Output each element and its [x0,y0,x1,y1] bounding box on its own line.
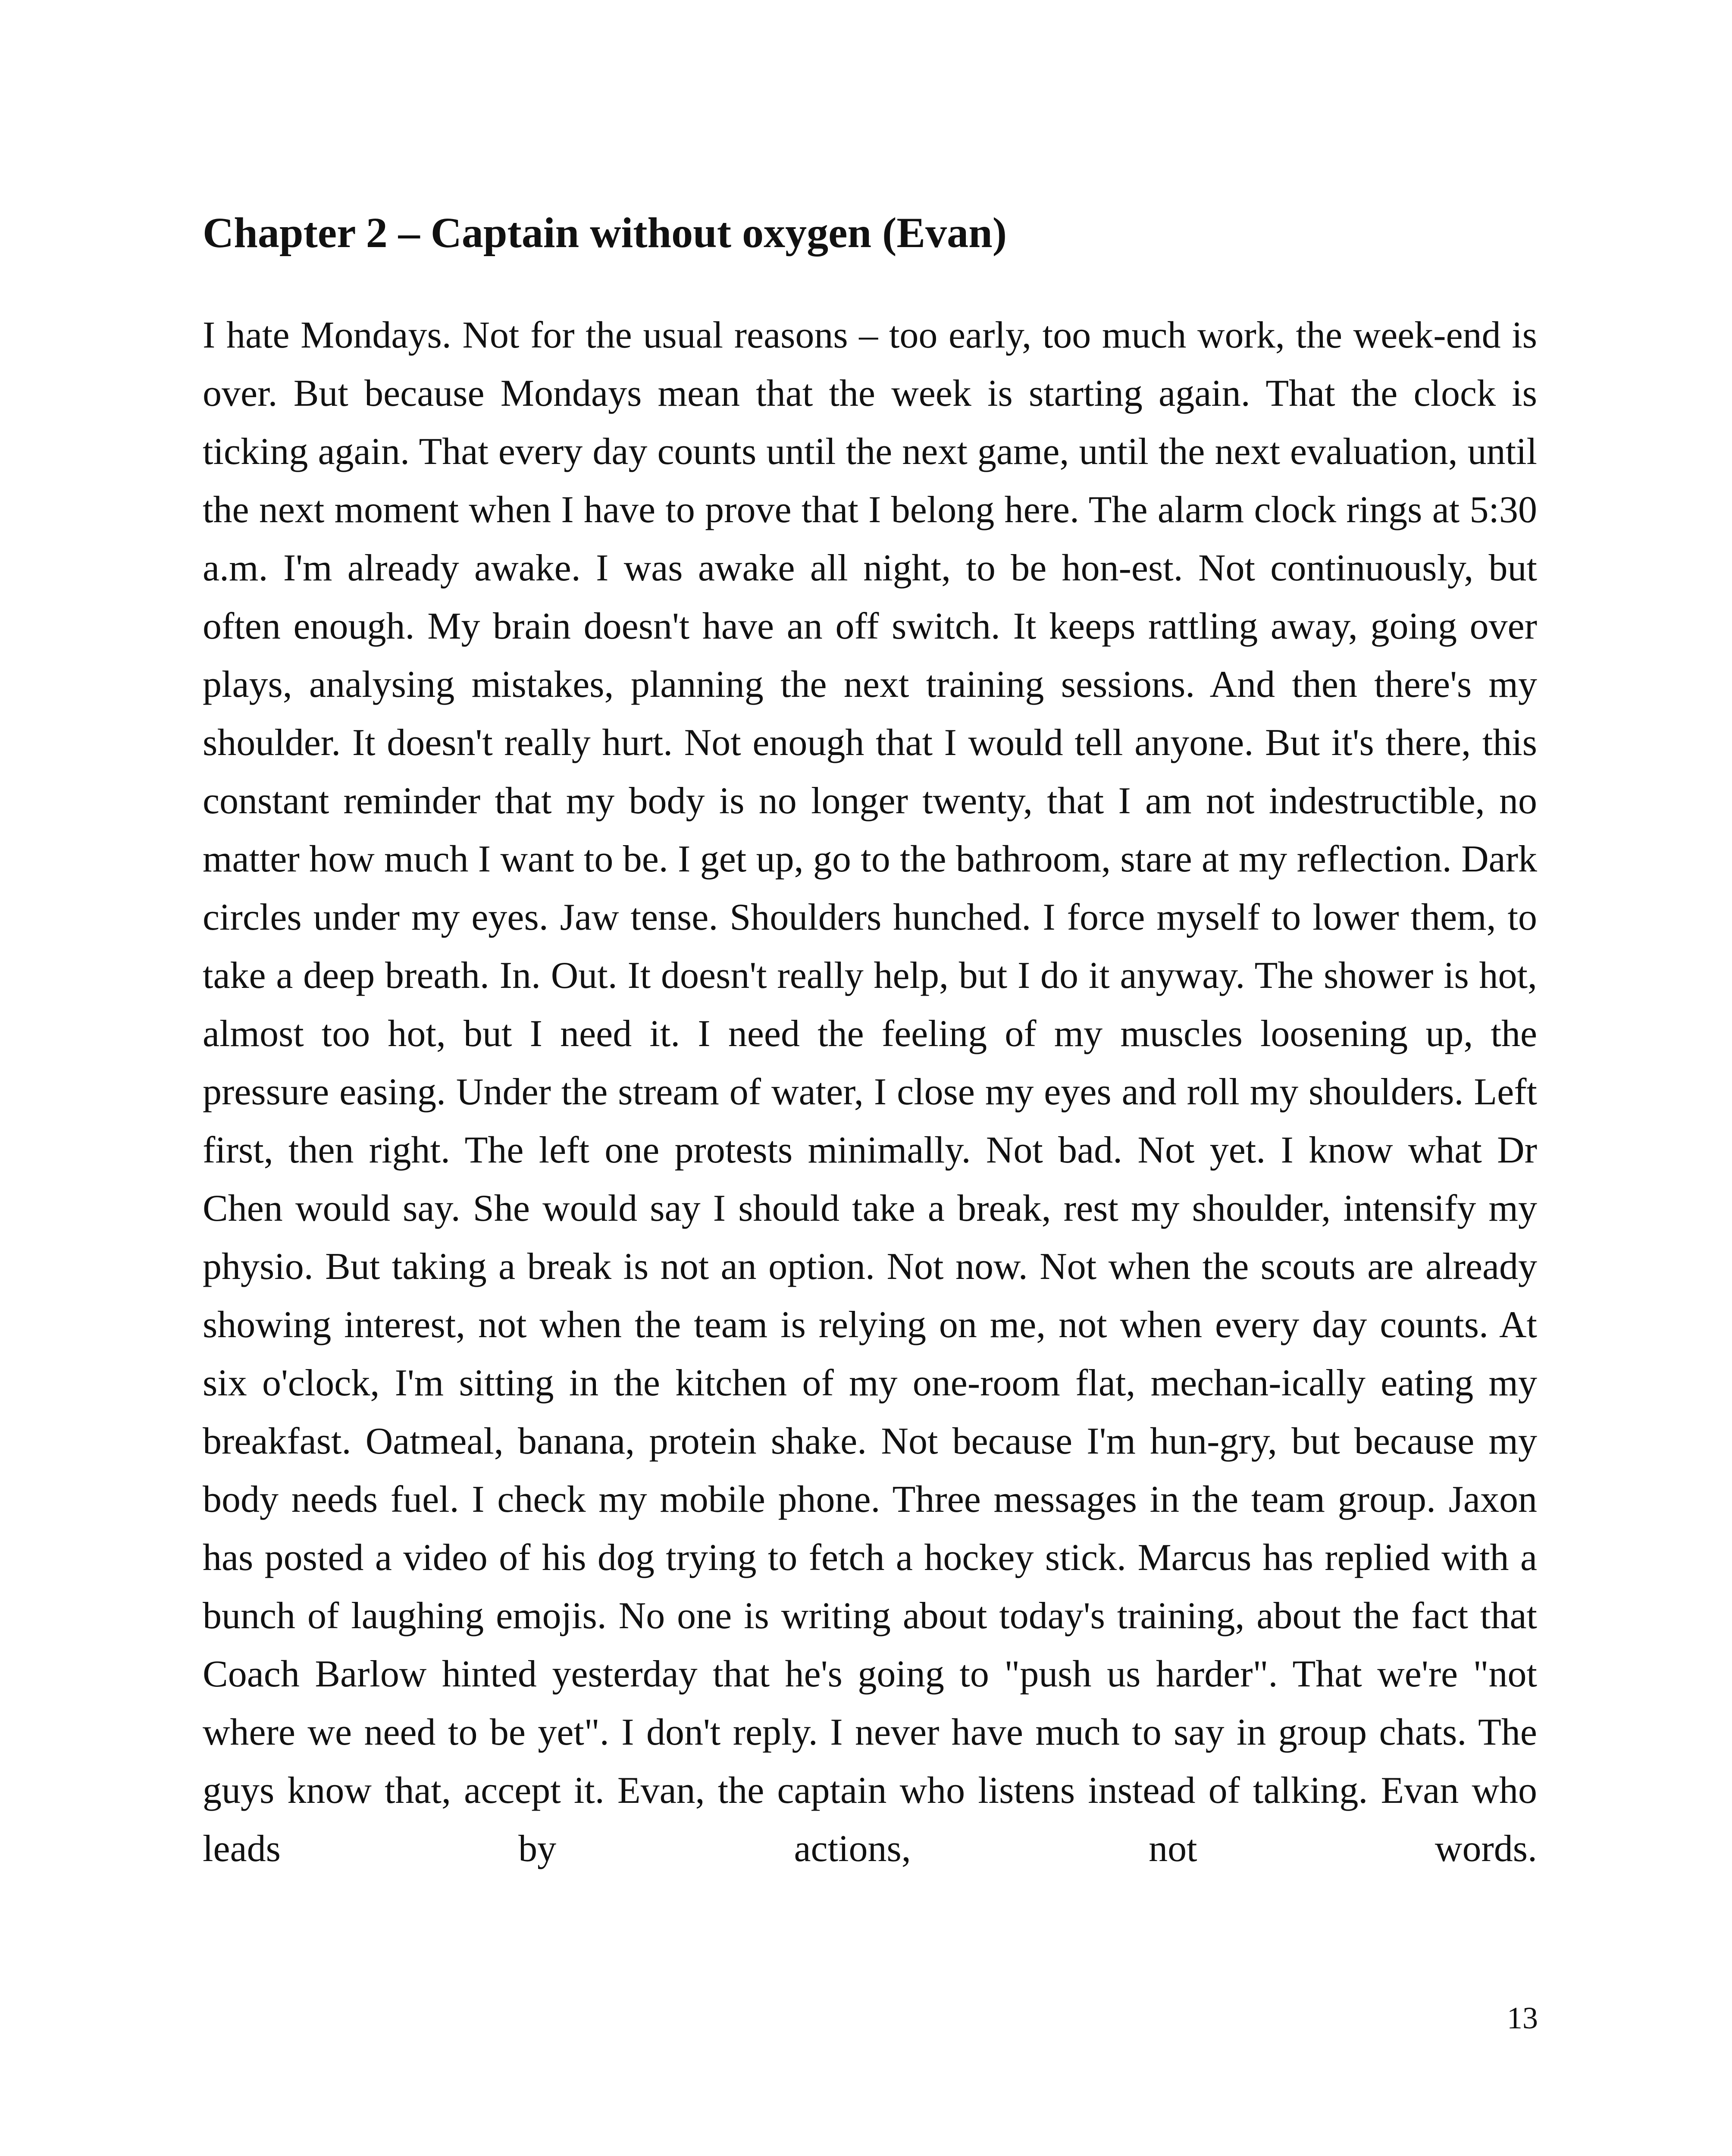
chapter-title: Chapter 2 – Captain without oxygen (Evan) [203,209,1007,257]
page-number: 13 [1507,2001,1538,2035]
body-paragraph: I hate Mondays. Not for the usual reasons – too early, too much work, the week-end is over. But because Mondays mean that the week is starting again. That the clock is ticking again. That every day counts until the next game, until the next evaluation, until the next moment when I have to prove that I belong here. The alarm clock rings at 5:30 a.m. I'm already awake. I was awake all night, to be hon-est. Not continuously, but often enough. My brain doesn't have an off switch. It keeps rattling away, going over plays, analysing mistakes, planning the next training sessions. And then there's my shoulder. It doesn't really hurt. Not enough that I would tell anyone. But it's there, this constant reminder that my body is no longer twenty, that I am not indestructible, no matter how much I want to be. I get up, go to the bathroom, stare at my reflection. Dark circles under my eyes. Jaw tense. Shoulders hunched. I force myself to lower them, to take a deep breath. In. Out. It doesn't really help, but I do it anyway. The shower is hot, almost too hot, but I need it. I need the feeling of my muscles loosening up, the pressure easing. Under the stream of water, I close my eyes and roll my shoulders. Left first, then right. The left one protests minimally. Not bad. Not yet. I know what Dr Chen would say. She would say I should take a break, rest my shoulder, intensify my physio. But taking a break is not an option. Not now. Not when the scouts are already showing interest, not when the team is relying on me, not when every day counts. At six o'clock, I'm sitting in the kitchen of my one-room flat, mechan-ically eating my breakfast. Oatmeal, banana, protein shake. Not because I'm hun-gry, but because my body needs fuel. I check my mobile phone. Three messages in the team group. Jaxon has posted a video of his dog trying to fetch a hockey stick. Marcus has replied with a bunch of laughing emojis. No one is writing about today's training, about the fact that Coach Barlow hinted yesterday that he's going to "push us harder". That we're "not where we need to be yet". I don't reply. I never have much to say in group chats. The guys know that, accept it. Evan, the captain who listens instead of talking. Evan who leads by actions, not words. [203,314,1537,1870]
